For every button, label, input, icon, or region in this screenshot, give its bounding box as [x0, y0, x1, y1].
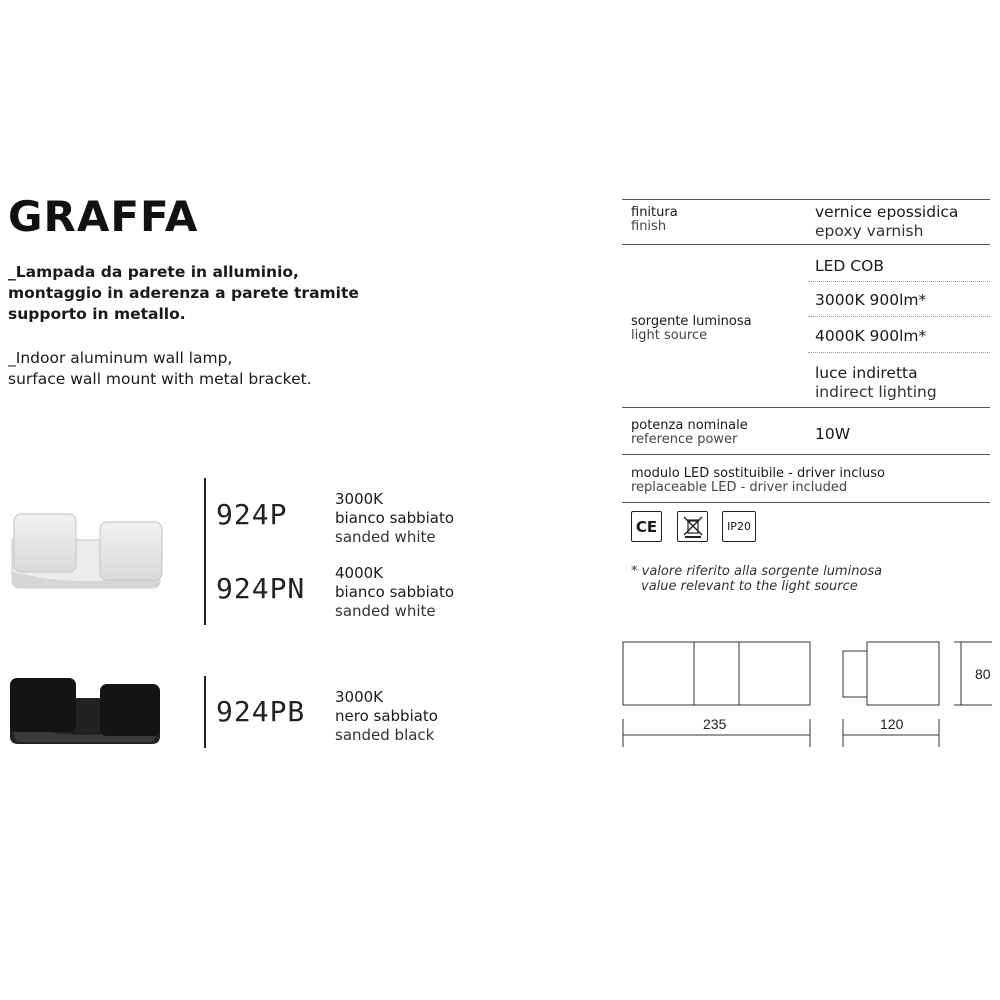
variant-info-924pb: 3000K nero sabbiato sanded black [335, 688, 438, 744]
ce-mark-icon: CE [631, 511, 662, 542]
variant-info-924pn: 4000K bianco sabbiato sanded white [335, 564, 455, 620]
spec-divider [622, 454, 990, 455]
spec-value-3000k: 3000K 900lm* [815, 291, 927, 309]
spec-divider [622, 199, 990, 200]
variant-divider-black [204, 676, 206, 748]
spec-divider [622, 407, 990, 408]
weee-bin-icon [677, 511, 708, 542]
footnote: * valore riferito alla sorgente luminosa value relevant to the light source [631, 564, 883, 594]
spec-label-finish: finitura finish [631, 205, 678, 234]
lamp-black-image [6, 676, 166, 748]
ip20-icon: IP20 [722, 511, 756, 542]
variant-info-924p: 3000K bianco sabbiato sanded white [335, 490, 455, 546]
description-italian: _Lampada da parete in alluminio, montaggio in aderenza a parete tramite supporto in metallo. [8, 263, 359, 323]
product-title: GRAFFA [8, 192, 199, 241]
spec-value-led-cob: LED COB [815, 257, 884, 275]
spec-dotted-divider [808, 316, 990, 317]
dimension-depth: 120 [880, 716, 904, 732]
weee-bin-icon-graphic [682, 515, 704, 539]
dimension-drawing [616, 634, 996, 754]
spec-value-finish: vernice epossidica epoxy varnish [815, 203, 959, 240]
variant-divider-white [204, 478, 206, 625]
spec-dotted-divider [808, 352, 990, 353]
spec-value-power: 10W [815, 425, 851, 443]
spec-label-light-source: sorgente luminosa light source [631, 314, 752, 343]
spec-value-4000k: 4000K 900lm* [815, 327, 927, 345]
variant-code-924p: 924P [216, 498, 288, 531]
spec-module: modulo LED sostituibile - driver incluso replaceable LED - driver included [631, 466, 885, 495]
spec-divider [622, 502, 990, 503]
spec-divider [622, 244, 990, 245]
variant-code-924pb: 924PB [216, 695, 306, 728]
lamp-white-image [8, 510, 168, 592]
dimension-width: 235 [703, 716, 727, 732]
description-english: _Indoor aluminum wall lamp, surface wall mount with metal bracket. [8, 349, 312, 388]
variant-code-924pn: 924PN [216, 572, 306, 605]
spec-value-indirect: luce indiretta indirect lighting [815, 364, 937, 401]
spec-dotted-divider [808, 281, 990, 282]
spec-label-power: potenza nominale reference power [631, 418, 748, 447]
dimension-height: 80 [975, 666, 991, 682]
